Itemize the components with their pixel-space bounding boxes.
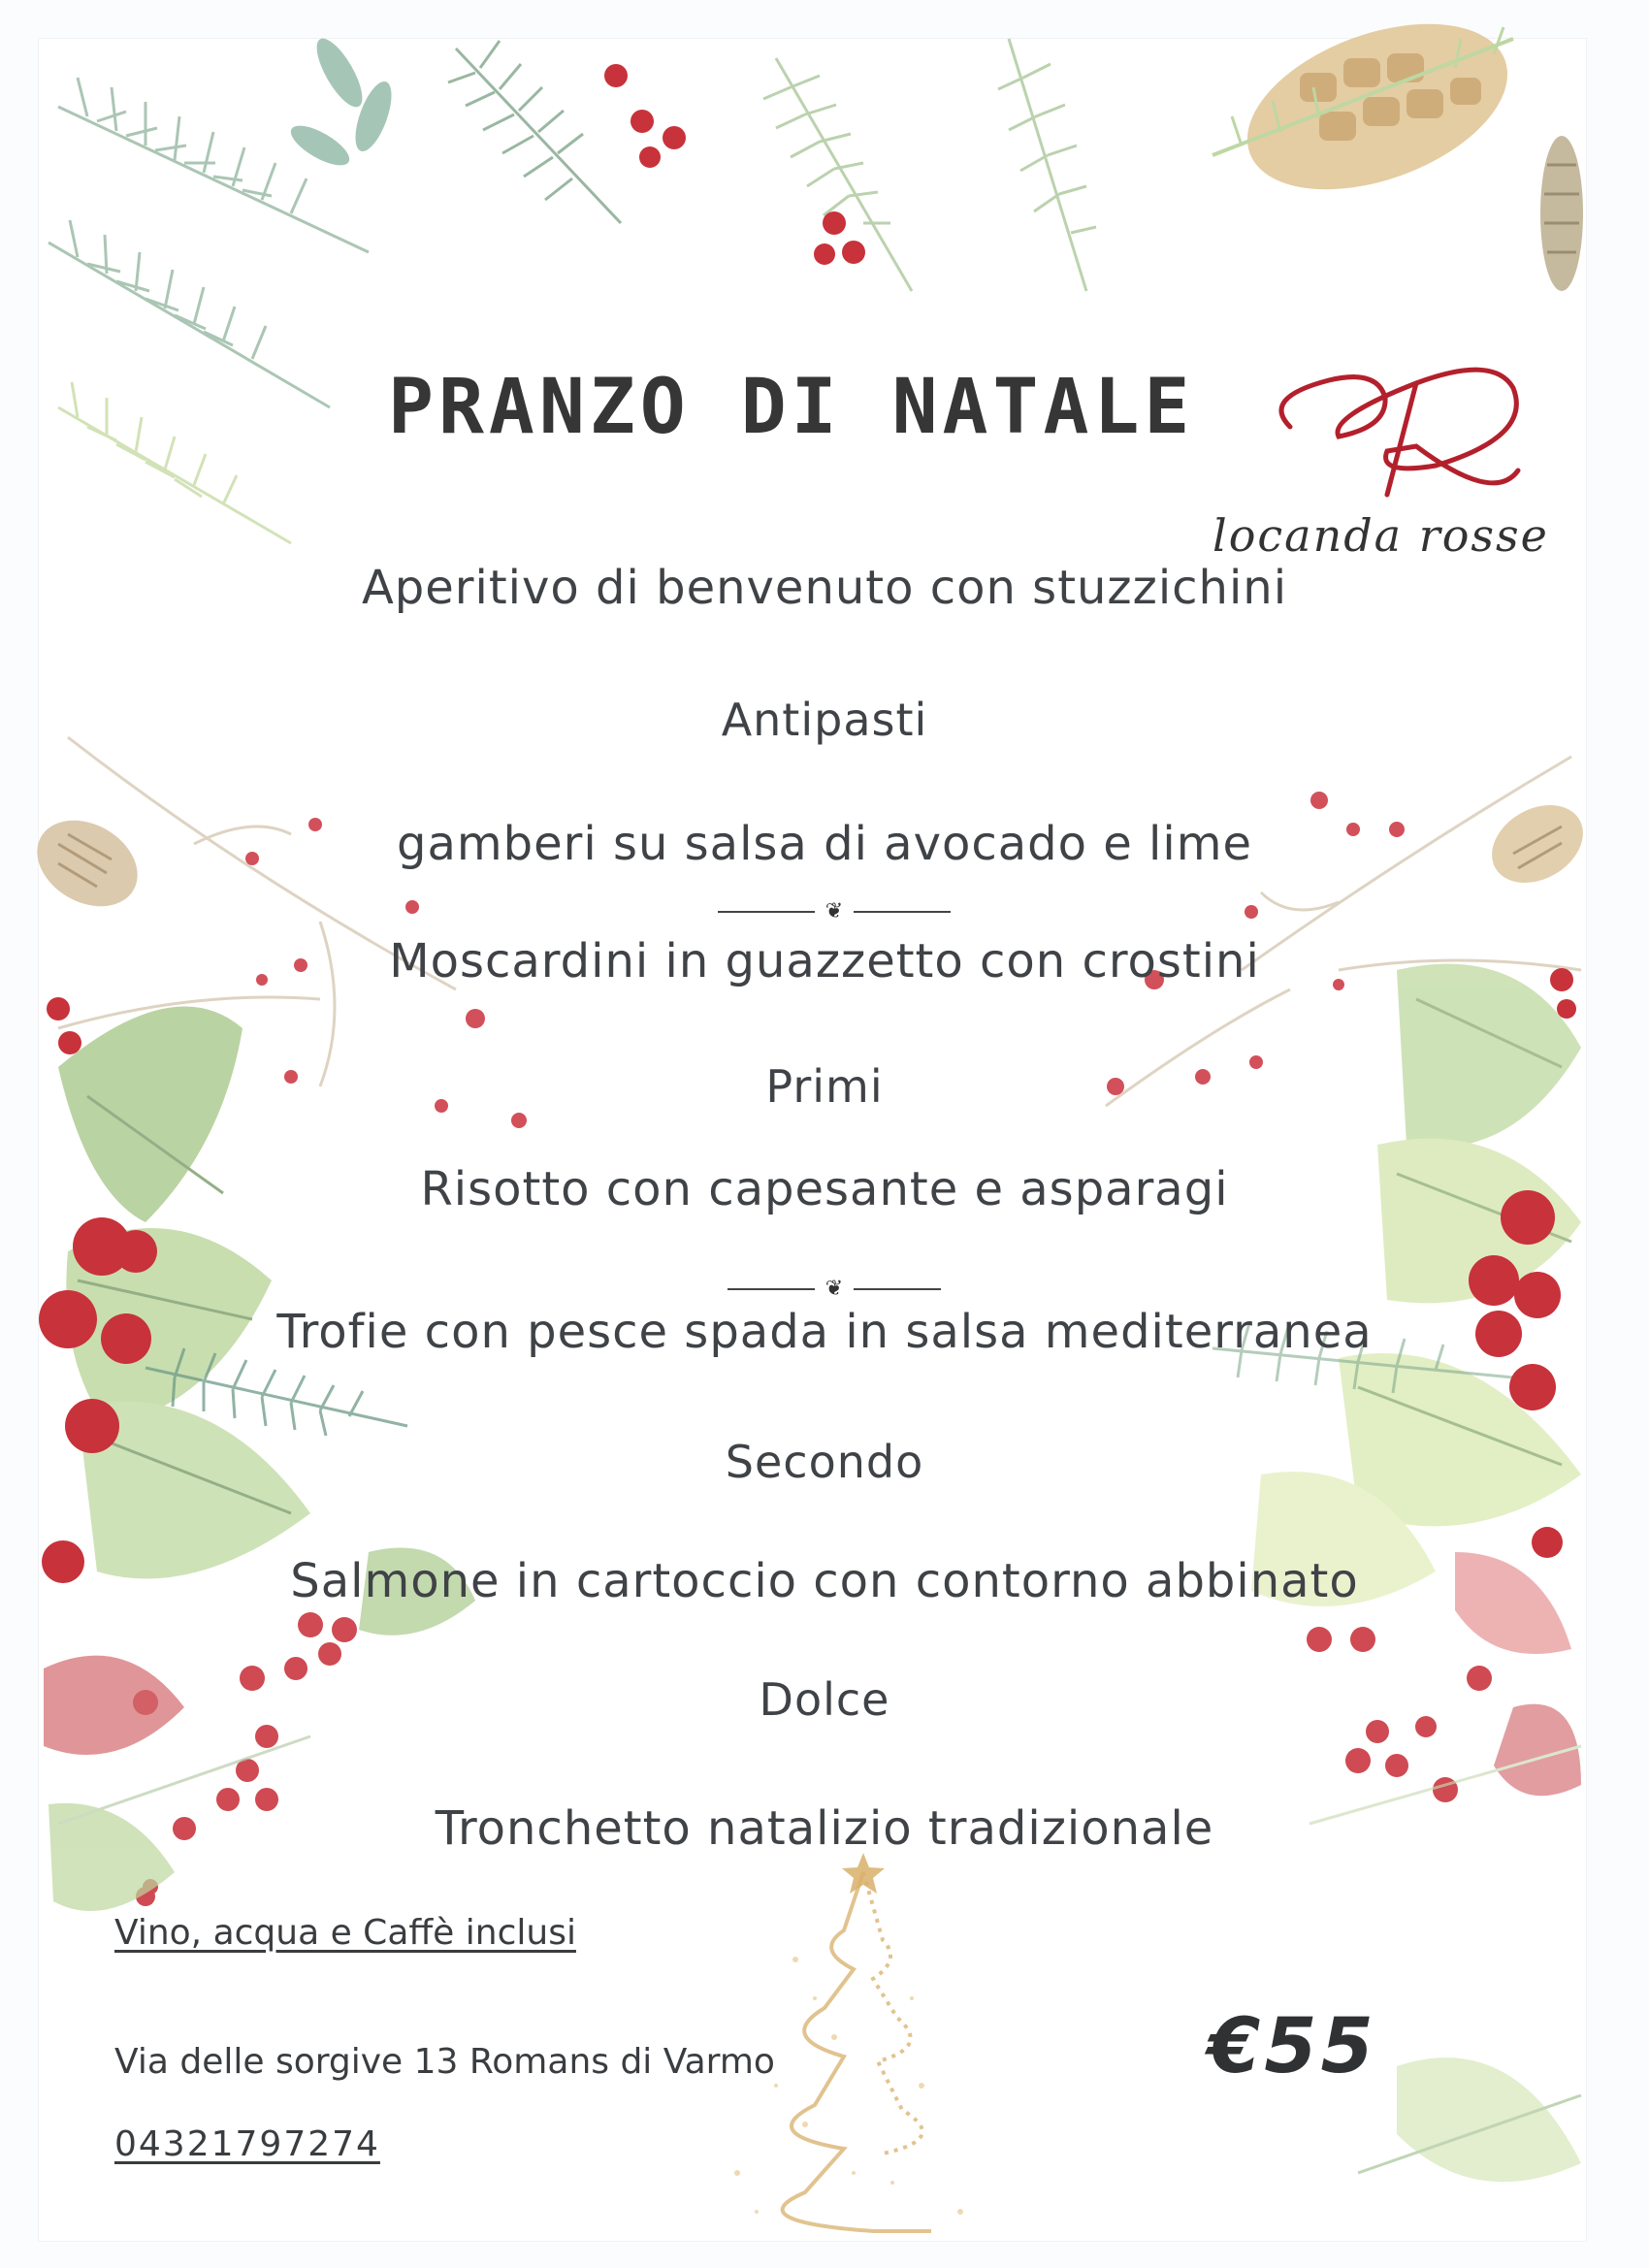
menu-item-aperitivo: Aperitivo di benvenuto con stuzzichini xyxy=(361,561,1288,615)
menu-item-primi-1: Risotto con capesante e asparagi xyxy=(420,1162,1229,1216)
menu-item-antipasti-1: gamberi su salsa di avocado e lime xyxy=(397,817,1252,871)
ornament-divider xyxy=(718,900,951,923)
section-heading-antipasti: Antipasti xyxy=(721,694,928,746)
ornament-divider xyxy=(728,1278,941,1301)
menu-title: PRANZO DI NATALE xyxy=(388,364,1195,451)
section-heading-primi: Primi xyxy=(765,1060,884,1113)
menu-item-antipasti-2: Moscardini in guazzetto con crostini xyxy=(389,934,1260,988)
section-heading-secondo: Secondo xyxy=(725,1436,924,1488)
drinks-note: Vino, acqua e Caffè inclusi xyxy=(114,1913,576,1953)
phone-number: 04321797274 xyxy=(114,2124,380,2164)
price: €55 xyxy=(1208,2003,1377,2090)
menu-item-dolce-1: Tronchetto natalizio tradizionale xyxy=(435,1801,1214,1856)
menu-item-primi-2: Trofie con pesce spada in salsa mediterranea xyxy=(276,1305,1373,1359)
flourish-icon: ❦ xyxy=(824,1277,844,1301)
restaurant-logo xyxy=(1271,359,1533,514)
flourish-icon: ❦ xyxy=(824,899,844,923)
logo-text: locanda rosse xyxy=(1212,509,1549,562)
address: Via delle sorgive 13 Romans di Varmo xyxy=(114,2042,775,2082)
menu-item-secondo-1: Salmone in cartoccio con contorno abbinato xyxy=(290,1554,1359,1608)
section-heading-dolce: Dolce xyxy=(759,1673,890,1726)
